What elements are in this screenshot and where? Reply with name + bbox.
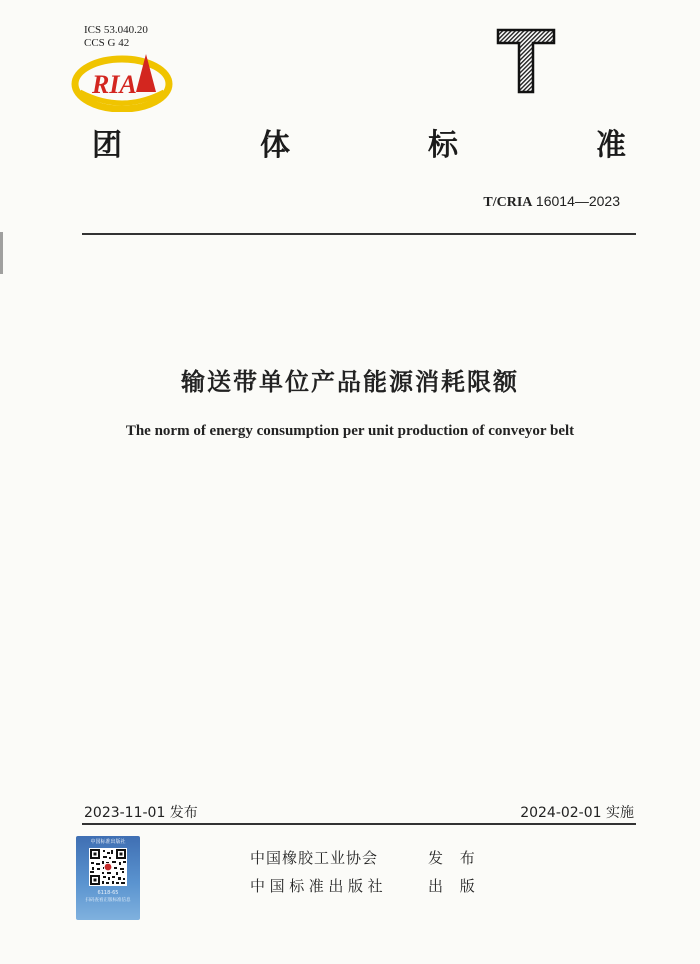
- standard-type-char: 团: [92, 128, 122, 163]
- bottom-divider: [82, 823, 636, 825]
- ccs-code: CCS G 42: [84, 37, 130, 49]
- cria-logo-icon: [70, 52, 174, 112]
- publisher-role: 发 布: [428, 849, 481, 867]
- standard-type-char: 准: [596, 128, 626, 163]
- standard-number-value: 16014—2023: [535, 193, 620, 209]
- standard-type-char: 标: [428, 128, 458, 163]
- standard-number: [483, 193, 620, 211]
- sticker-bottom-text: 扫码查看正版标准信息: [85, 898, 131, 903]
- sticker-top-text: 中国标准出版社: [90, 839, 126, 845]
- qr-code-icon: [89, 848, 127, 886]
- publishers-block: [250, 844, 481, 900]
- standard-type-heading: [92, 128, 626, 164]
- classification-codes: [84, 24, 148, 50]
- title-chinese: 输送带单位产品能源消耗限额: [181, 368, 519, 396]
- sticker-code: 6118-65: [97, 890, 119, 896]
- category-letter-t: [496, 28, 556, 94]
- anti-counterfeit-sticker: [76, 836, 140, 920]
- implementation-date: 2024-02-01 实施: [520, 805, 634, 821]
- ics-code: ICS 53.040.20: [84, 24, 148, 36]
- issue-date: 2023-11-01 发布: [84, 805, 198, 821]
- top-divider: [82, 233, 636, 235]
- standard-type-char: 体: [260, 128, 290, 163]
- publisher-name: 中国橡胶工业协会: [250, 849, 379, 867]
- publisher-row: [250, 844, 481, 872]
- publisher-name: 中国标准出版社: [250, 877, 388, 895]
- standard-number-prefix: T/CRIA: [483, 195, 533, 210]
- publisher-role: 出 版: [428, 877, 481, 895]
- title-english: The norm of energy consumption per unit production of conveyor belt: [125, 423, 575, 439]
- publisher-row: [250, 872, 481, 900]
- page-edge-shadow: [0, 232, 3, 274]
- logo-text: RIA: [92, 70, 137, 99]
